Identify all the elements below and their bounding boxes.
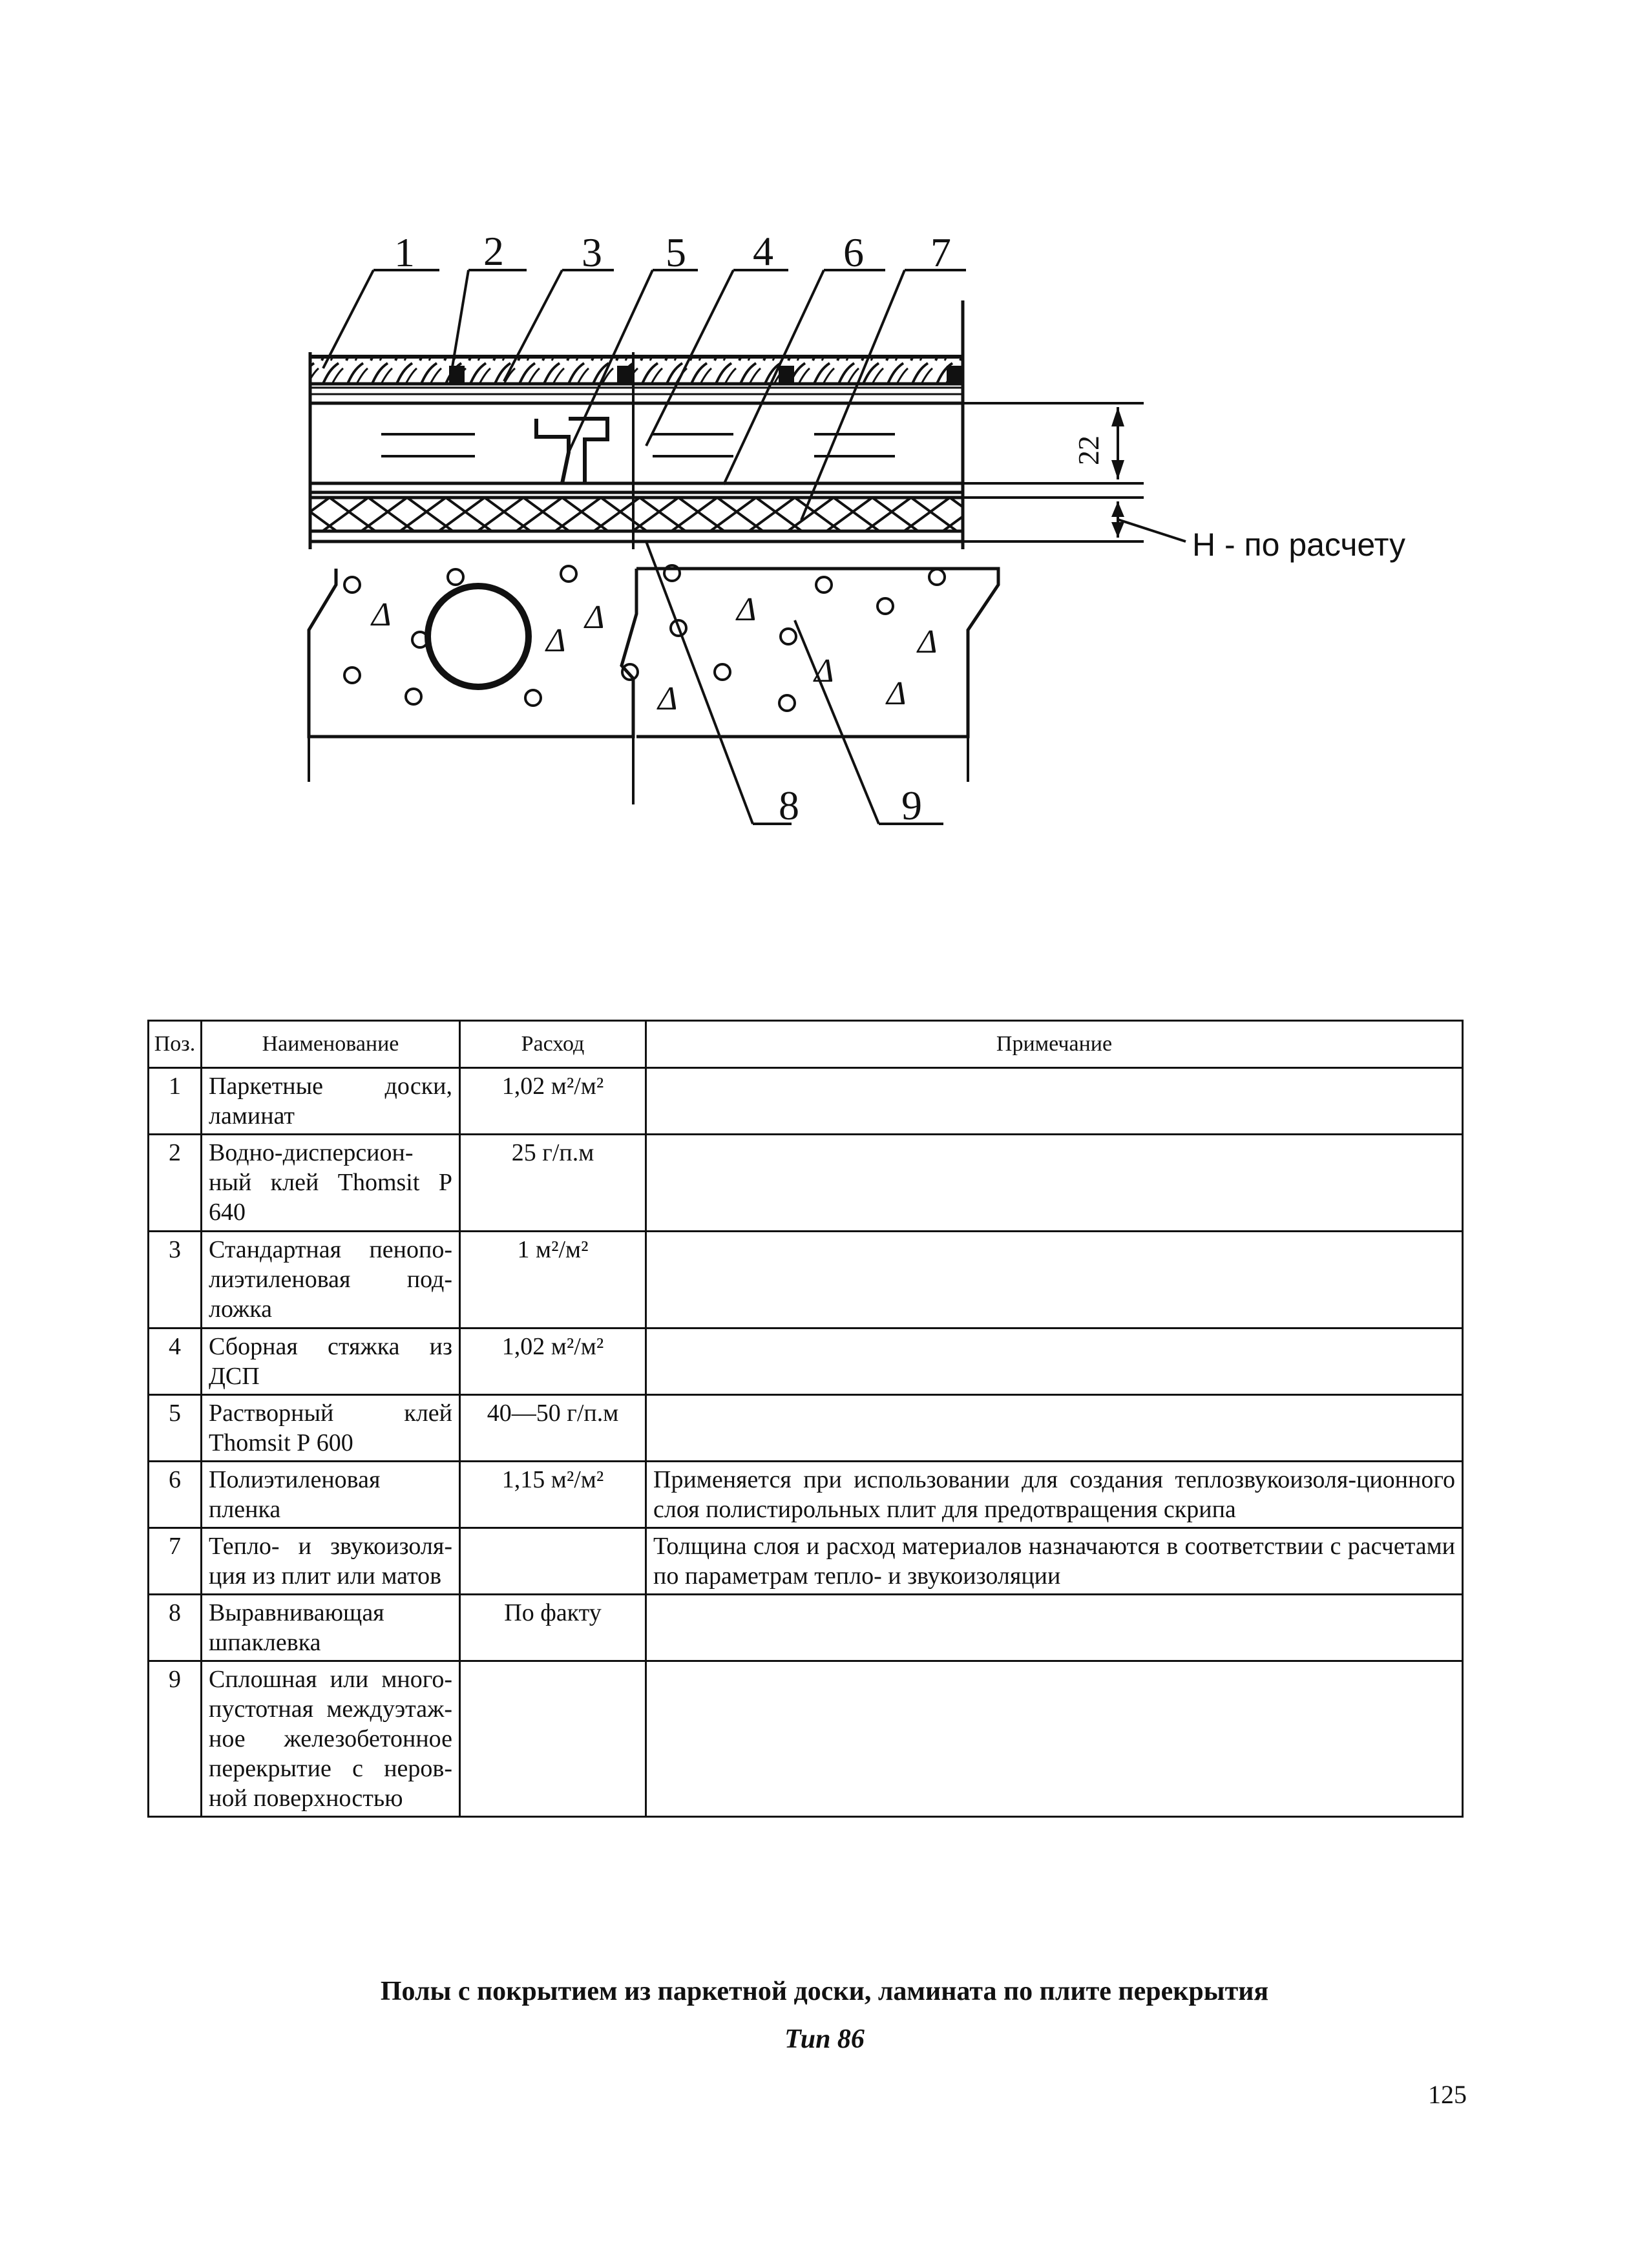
svg-text:Δ: Δ — [737, 591, 757, 628]
cell-rate: 1,15 м²/м² — [460, 1462, 646, 1528]
table-row — [149, 1232, 1463, 1328]
page-caption-type: Тип 86 — [784, 2024, 865, 2054]
header-note: Примечание — [646, 1021, 1463, 1068]
callout-4: 4 — [753, 228, 773, 274]
table-row — [149, 1595, 1463, 1661]
cell-pos: 6 — [149, 1462, 202, 1528]
cell-name: Водно-дисперсион-ный клей Thomsit Р 640 — [202, 1135, 460, 1232]
svg-text:Δ: Δ — [918, 624, 938, 660]
cell-name: Тепло- и звукоизоля-ция из плит или матов — [202, 1528, 460, 1595]
cell-name: Выравнивающая шпаклевка — [202, 1595, 460, 1661]
table-row — [149, 1661, 1463, 1817]
cell-name: Растворный клей Thomsit Р 600 — [202, 1395, 460, 1462]
dimension-lines — [963, 403, 1186, 541]
cell-note — [646, 1395, 1463, 1462]
callout-8: 8 — [779, 782, 799, 828]
cell-pos: 9 — [149, 1661, 202, 1817]
table-row — [149, 1462, 1463, 1528]
cell-pos: 4 — [149, 1328, 202, 1395]
callout-3: 3 — [582, 229, 602, 275]
svg-text:Δ: Δ — [546, 622, 566, 659]
specification-table — [147, 1020, 1464, 1818]
table-row — [149, 1328, 1463, 1395]
callout-6: 6 — [843, 229, 864, 275]
svg-text:Δ: Δ — [814, 653, 834, 689]
table-header-row — [149, 1021, 1463, 1068]
cell-pos: 3 — [149, 1232, 202, 1328]
dimension-22: 22 — [1072, 436, 1105, 465]
header-name: Наименование — [202, 1021, 460, 1068]
cell-note — [646, 1232, 1463, 1328]
cell-note — [646, 1068, 1463, 1135]
header-rate: Расход — [460, 1021, 646, 1068]
callout-1: 1 — [394, 229, 415, 275]
cell-rate: 1,02 м²/м² — [460, 1328, 646, 1395]
cell-rate — [460, 1528, 646, 1595]
screed-layer — [310, 419, 963, 492]
cell-name: Полиэтиленовая пленка — [202, 1462, 460, 1528]
table-row — [149, 1135, 1463, 1232]
insulation-layer — [310, 498, 963, 541]
callout-7: 7 — [930, 229, 951, 275]
callout-leaders — [323, 270, 966, 824]
cell-rate: 40—50 г/п.м — [460, 1395, 646, 1462]
cell-note: Применяется при использовании для создания теплозвукоизоля-ционного слоя полистирольных плит для предотвращения скрипа — [646, 1462, 1463, 1528]
cell-rate: 1,02 м²/м² — [460, 1068, 646, 1135]
cell-name: Сборная стяжка из ДСП — [202, 1328, 460, 1395]
cell-note — [646, 1595, 1463, 1661]
page-number: 125 — [1428, 2080, 1467, 2109]
svg-text:Δ: Δ — [887, 675, 907, 712]
page-caption-title: Полы с покрытием из паркетной доски, ламината по плите перекрытия — [380, 1977, 1269, 2006]
callout-9: 9 — [901, 782, 922, 828]
header-pos: Поз. — [149, 1021, 202, 1068]
svg-text:Δ: Δ — [658, 680, 678, 717]
concrete-slab — [309, 565, 998, 804]
table-row — [149, 1068, 1463, 1135]
svg-text:Δ: Δ — [585, 599, 605, 636]
cell-note — [646, 1661, 1463, 1817]
cell-rate — [460, 1661, 646, 1817]
h-label: Н - по расчету — [1192, 527, 1406, 563]
cell-rate: По факту — [460, 1595, 646, 1661]
cell-note — [646, 1135, 1463, 1232]
cell-note: Толщина слоя и расход материалов назначаются в соответствии с расчетами по параметрам тепло- и звукоизоляции — [646, 1528, 1463, 1595]
floor-section-drawing — [0, 0, 1649, 892]
cell-pos: 8 — [149, 1595, 202, 1661]
underlay-layer — [310, 388, 963, 403]
cell-pos: 7 — [149, 1528, 202, 1595]
svg-text:Δ: Δ — [372, 596, 392, 633]
cell-pos: 5 — [149, 1395, 202, 1462]
cell-pos: 1 — [149, 1068, 202, 1135]
cell-name: Паркетные доски, ламинат — [202, 1068, 460, 1135]
callout-5: 5 — [666, 229, 686, 275]
cell-name: Сплошная или много-пустотная междуэтаж-ное железобетонное перекрытие с неров-ной поверхностью — [202, 1661, 460, 1817]
cell-rate: 25 г/п.м — [460, 1135, 646, 1232]
parquet-layer — [310, 357, 963, 384]
cell-note — [646, 1328, 1463, 1395]
table-row — [149, 1528, 1463, 1595]
callout-2: 2 — [483, 228, 504, 274]
table-row — [149, 1395, 1463, 1462]
cell-pos: 2 — [149, 1135, 202, 1232]
cell-rate: 1 м²/м² — [460, 1232, 646, 1328]
cell-name: Стандартная пенопо-лиэтиленовая под-ложка — [202, 1232, 460, 1328]
